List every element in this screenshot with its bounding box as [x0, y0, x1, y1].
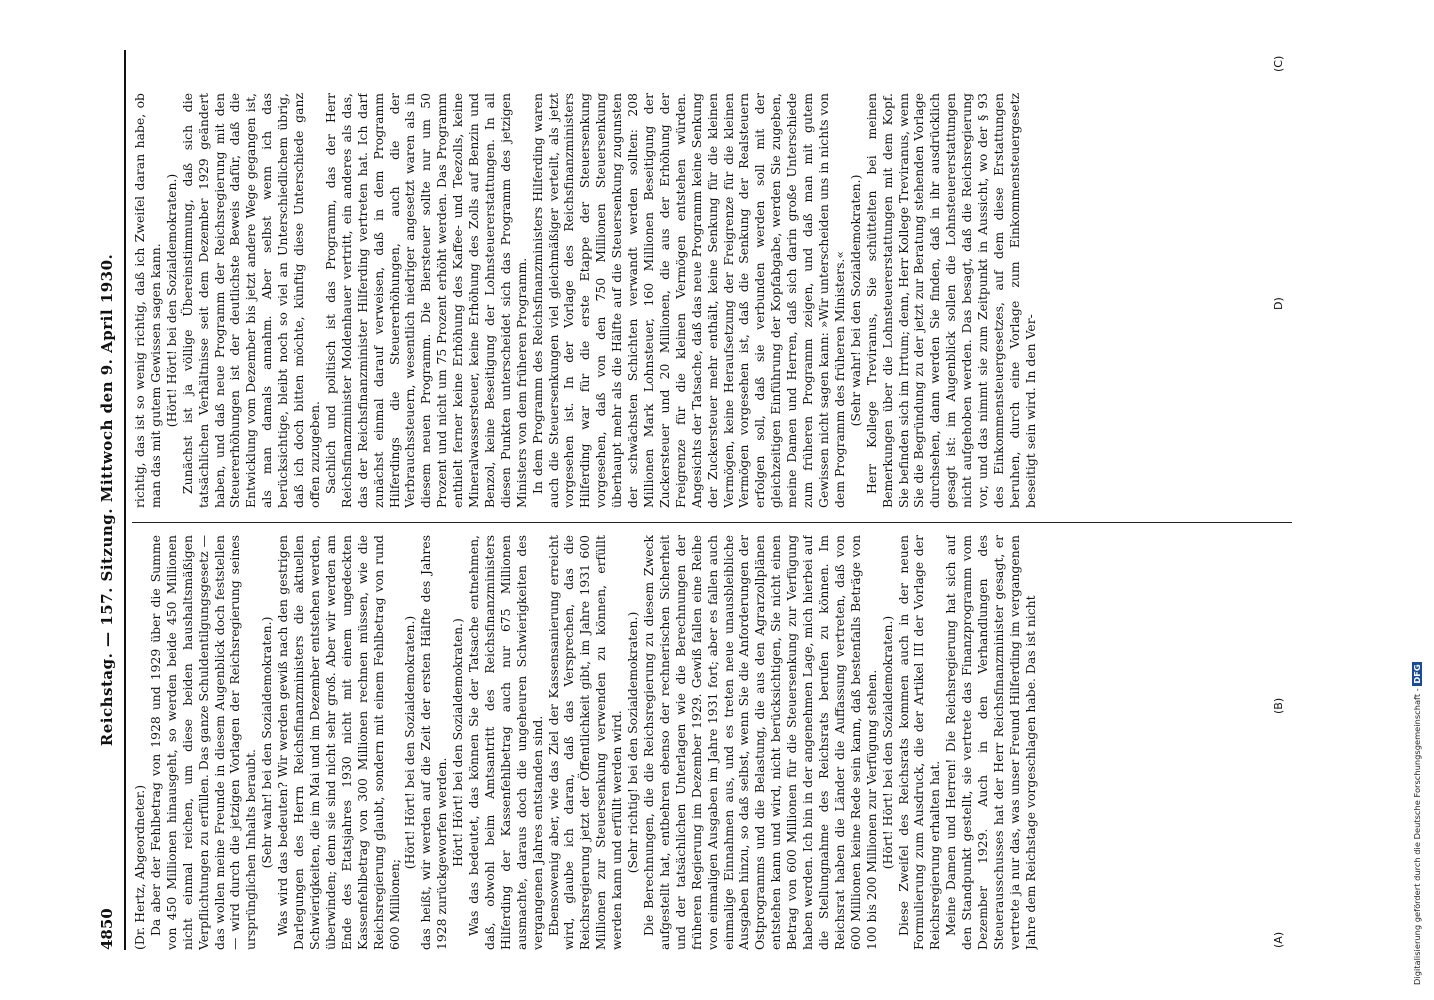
paragraph: Da aber der Fehlbetrag von 1928 und 1929 über die Summe von 450 Millionen hinausgeht, so werden beide 450 Millionen nicht einmal reichen, um diese beiden haushaltsmäßigen Verpflichtungen zu erfüllen. Das ganze Schuldentilgungsgesetz — das wollen meine Freunde in diesem Augenblick doch feststellen — wird durch die jetzigen Vorlagen der Reichsregierung seines ursprünglichen Inhalts beraubt. — [147, 535, 259, 950]
interjection: Hört! Hört! bei den Sozialdemokraten.) — [450, 618, 466, 867]
paragraph: Was das bedeutet, das können Sie der Tatsache entnehmen, daß, obwohl beim Amtsantritt des Reichsfinanzministers Hilferding der Kassenfehlbetrag auch nur 675 Millionen ausmachte, daraus doch die ungeheuren Schwierigkeiten des vergangenen Jahres entstanden sind. — [466, 535, 545, 950]
margin-mark-b: (B) — [1272, 697, 1285, 714]
paragraph: Die Berechnungen, die die Reichsregierung zu diesem Zweck aufgestellt hat, entbehren ebenso der rechnerischen Sicherheit und der tatsächlichen Unterlagen wie die Berechnungen der früheren Regierung im Dezember 1929. Gewiß fallen eine Reihe von einmaligen Ausgaben im Jahre 1931 fort; aber es fallen auch einmalige Einnahmen aus, und es treten neue unausbleibliche Ausgaben hinzu, so daß selbst, wenn Sie die Anforderungen der Ostprogramms und die Belastung, die aus den Agrarzollplänen entstehen kann und wird, nicht berücksichtigen, Sie nicht einen Betrag von 600 Millionen für die Steuersenkung zur Verfügung haben werden. Ich bin in der angenehmen Lage, mich hierbei auf die Stellungnahme des Reichsrats berufen zu können. Im Reichsrat haben die Länder die Auffassung vertreten, daß von 600 Millionen keine Rede sein kann, daß bestenfalls Beträge von 100 bis 200 Millionen zur Verfügung stehen. — [641, 535, 879, 950]
paragraph: richtig, das ist so wenig richtig, daß ich Zweifel daran habe, ob man das mit gutem Gewissen sagen kann. — [132, 93, 163, 508]
paragraph: Herr Kollege Treviranus, Sie schüttelten bei meinen Bemerkungen über die Lohnsteuererstattungen mit dem Kopf. Sie befinden sich im Irrtum; denn, Herr Kollege Treviranus, wenn Sie die Begründung zu der jetzt zur Beratung stehenden Vorlage durchsehen, dann werden Sie finden, daß in ihr ausdrücklich gesagt ist: im Augenblick sollen die Lohnsteuererstattungen nicht aufgehoben werden. Das besagt, daß die Reichsregierung vor, und das nimmt sie zum Zeitpunkt in Aussicht, wo der § 93 des Einkommensteuergesetzes, auf dem diese Erstattungen beruhen, durch eine Vorlage zum Einkommensteuergesetz beseitigt sein wird. In den Ver- — [863, 93, 1038, 508]
interjection: (Hört! Hört! bei den Sozialdemokraten.) — [402, 615, 418, 870]
paragraph: Sachlich und politisch ist das Programm, das der Herr Reichsfinanzminister Moldenhauer vertritt, ein anderes als das, das der Reichsfinanzminister Hilferding vertreten hat. Ich darf zunächst einmal darauf verweisen, daß in dem Programm Hilferdings die Steuererhöhungen, auch die der Verbrauchssteuern, wesentlich niedriger angesetzt waren als in diesem neuen Programm. Die Biersteuer sollte nur um 50 Prozent und nicht um 75 Prozent erhöht werden. Das Programm enthielt ferner keine Erhöhung des Kaffee- und Teezolls, keine Mineralwassersteuer, keine Erhöhung des Zolls auf Benzin und Benzol, keine Beseitigung der Lohnsteuererstattungen. In all diesen Punkten unterscheidet sich das Programm des jetzigen Ministers von dem früheren Programm. — [322, 93, 529, 508]
interjection: (Sehr wahr! bei den Sozialdemokraten.) — [259, 616, 275, 869]
document-page — [90, 50, 1310, 950]
paragraph: In dem Programm des Reichsfinanzministers Hilferding waren auch die Steuersenkungen viel gleichmäßiger verteilt, als jetzt vorgesehen ist. In der Vorlage des Reichsfinanzministers Hilferding war für die erste Etappe der Steuersenkung vorgesehen, daß von den 750 Millionen Steuersenkung überhaupt mehr als die Hälfte auf die Steuersenkung zugunsten der schwächsten Schichten verwandt werden sollten: 208 Millionen Mark Lohnsteuer, 160 Millionen Beseitigung der Zuckersteuer und 20 Millionen, die aus der Erhöhung der Freigrenze für die kleinen Vermögen entstehen würden. Angesichts der Tatsache, daß das neue Programm keine Senkung der Zuckersteuer mehr enthält, keine Senkung für die kleinen Vermögen, keine Heraufsetzung der Freigrenze für die kleinen Vermögen vorgesehen ist, daß die Senkung der Realsteuern erfolgen soll, daß sie verbunden werden soll mit der gleichzeitigen Einführung der Kopfabgabe, werden Sie zugeben, meine Damen und Herren, daß sich darin große Unterschiede zum früheren Programm zeigen, und daß man mit gutem Gewissen nicht sagen kann: »Wir unterscheiden uns in nichts von dem Programm des früheren Ministers.« — [529, 93, 847, 508]
paragraph: Ebensowenig aber, wie das Ziel der Kassensanierung erreicht wird, glaube ich daran, daß das Versprechen, das die Reichsregierung jetzt der Öffentlichkeit gibt, im Jahre 1931 600 Millionen zur Steuersenkung verwenden zu können, erfüllt werden kann und erfüllt werden wird. — [545, 535, 625, 950]
interjection: (Sehr richtig! bei den Sozialdemokraten.) — [625, 611, 641, 874]
left-column — [132, 535, 1292, 950]
credit-text: Digitalisierung gefördert durch die Deutsche Forschungsgemeinschaft - — [1412, 688, 1422, 985]
paragraph: das heißt, wir werden auf die Zeit der ersten Hälfte des Jahres 1928 zurückgeworfen werden. — [418, 535, 450, 950]
paragraph: Diese Zweifel des Reichsrats kommen auch in der neuen Formulierung zum Ausdruck, die der Artikel III der Vorlage der Reichsregierung erhalten hat. — [895, 535, 943, 950]
interjection: (Sehr wahr! bei den Sozialdemokraten.) — [847, 174, 863, 427]
interjection: (Hört! Hört! bei den Sozialdemokraten.) — [163, 173, 179, 428]
speaker-line: (Dr. Hertz, Abgeordneter.) — [132, 784, 147, 950]
right-column — [132, 93, 1292, 508]
page-header — [90, 50, 124, 950]
digitization-credit — [1412, 5, 1426, 985]
paragraph: Zunächst ist ja völlige Übereinstimmung, daß sich die tatsächlichen Verhältnisse seit dem Dezember 1929 geändert haben, und daß neue Programm der Reichsregierung mit den Steuererhöhungen ist der deutlichste Beweis dafür, daß die Entwicklung vom Dezember bis jetzt andere Wege gegangen ist, als man damals annahm. Aber selbst wenn ich das berücksichtige, bleibt noch so viel an Unterschiedlichem übrig, daß ich doch bitten möchte, künftig diese Unterschiede ganz offen zuzugeben. — [179, 93, 322, 508]
paragraph: Meine Damen und Herren! Die Reichsregierung hat sich auf den Standpunkt gestellt, sie vertrete das Finanzprogramm vom Dezember 1929. Auch in den Verhandlungen des Steuerausschusses hat der Herr Reichsfinanzminister gesagt, er vertrete ja nur das, was unser Freund Hilferding im vergangenen Jahre dem Reichstage vorgeschlagen habe. Das ist nicht — [943, 535, 1038, 950]
column-divider — [132, 522, 1292, 523]
header-rule — [124, 50, 126, 950]
margin-mark-c: (C) — [1272, 55, 1285, 72]
page-number: 4850 — [98, 908, 116, 950]
running-title: Reichstag. — 157. Sitzung. Mittwoch den 9. April 1930. — [98, 253, 116, 747]
margin-mark-d: D) — [1272, 297, 1285, 310]
interjection: (Hört! Hört! bei den Sozialdemokraten.) — [879, 615, 895, 870]
margin-mark-a: (A) — [1272, 931, 1285, 948]
paragraph: Was wird das bedeuten? Wir werden gewiß nach den gestrigen Darlegungen des Herrn Reichsfinanzministers die aktuellen Schwierigkeiten, die im Mai und im Dezember entstehen werden, überwinden; denn sie sind nicht sehr groß. Aber wir werden am Ende des Etatsjahres 1930 nicht mit einem ungedeckten Kassenfehlbetrag von 300 Millionen rechnen müssen, wie die Reichsregierung glaubt, sondern mit einem Fehlbetrag von rund 600 Millionen; — [275, 535, 402, 950]
dfg-logo: DFG — [1412, 664, 1422, 684]
